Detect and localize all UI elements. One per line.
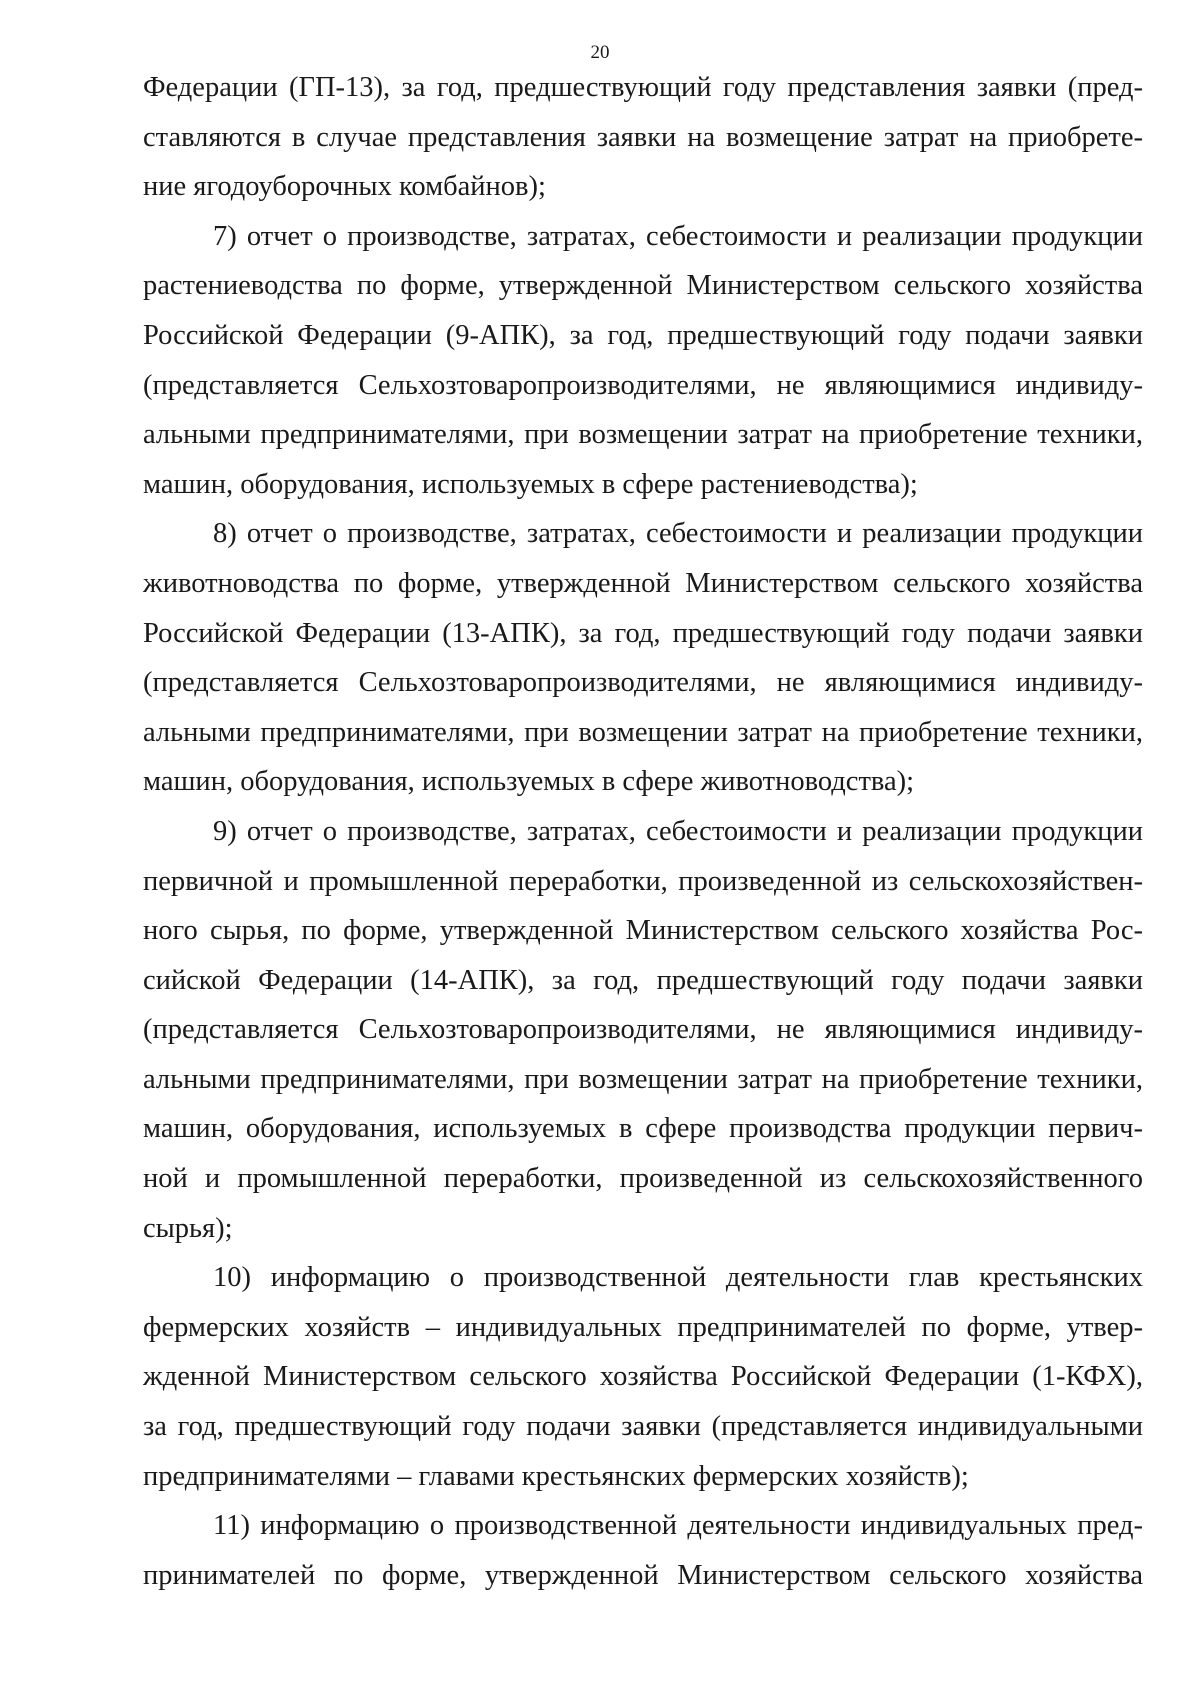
text-line: Российской Федерации (9-АПК), за год, предшествующий году подачи заявки xyxy=(143,319,1143,351)
text-line: жденной Министерством сельского хозяйства Российской Федерации (1-КФХ), xyxy=(143,1361,1143,1393)
paragraph-item-8 xyxy=(143,509,1143,807)
text-line: ние ягодоуборочных комбайнов); xyxy=(143,171,546,203)
text-line: машин, оборудования, используемых в сфере животноводства); xyxy=(143,766,915,798)
paragraph-item-9 xyxy=(143,807,1143,1253)
paragraph-item-11 xyxy=(143,1501,1143,1600)
paragraph-item-10 xyxy=(143,1253,1143,1501)
text-line: 8) отчет о производстве, затратах, себестоимости и реализации продукции xyxy=(213,518,1143,550)
text-line: предпринимателями – главами крестьянских фермерских хозяйств); xyxy=(143,1460,969,1492)
text-line: животноводства по форме, утвержденной Министерством сельского хозяйства xyxy=(143,567,1143,599)
text-line: машин, оборудования, используемых в сфере растениеводства); xyxy=(143,468,918,500)
text-line: 9) отчет о производстве, затратах, себестоимости и реализации продукции xyxy=(213,815,1143,847)
text-line: Российской Федерации (13-АПК), за год, предшествующий году подачи заявки xyxy=(143,617,1143,649)
paragraph-item-7 xyxy=(143,212,1143,510)
text-line: (представляется Сельхозтоваропроизводителями, не являющимися индивиду- xyxy=(143,369,1143,401)
text-line: принимателей по форме, утвержденной Министерством сельского хозяйства xyxy=(143,1559,1143,1591)
paragraph-continuation xyxy=(143,63,1143,212)
text-line: ставляются в случае представления заявки на возмещение затрат на приобрете- xyxy=(143,121,1143,153)
text-line: фермерских хозяйств – индивидуальных предпринимателей по форме, утвер- xyxy=(143,1311,1143,1343)
text-line: 10) информацию о производственной деятельности глав крестьянских xyxy=(213,1262,1143,1294)
text-line: 7) отчет о производстве, затратах, себестоимости и реализации продукции xyxy=(213,220,1143,252)
text-line: растениеводства по форме, утвержденной Министерством сельского хозяйства xyxy=(143,270,1143,302)
text-line: машин, оборудования, используемых в сфере производства продукции первич- xyxy=(143,1113,1143,1145)
text-line: альными предпринимателями, при возмещении затрат на приобретение техники, xyxy=(143,419,1143,451)
text-line: первичной и промышленной переработки, произведенной из сельскохозяйствен- xyxy=(143,865,1143,897)
text-line: альными предпринимателями, при возмещении затрат на приобретение техники, xyxy=(143,1063,1143,1095)
page-number: 20 xyxy=(590,42,610,63)
text-line: альными предпринимателями, при возмещении затрат на приобретение техники, xyxy=(143,716,1143,748)
text-line: сийской Федерации (14-АПК), за год, предшествующий году подачи заявки xyxy=(143,964,1143,996)
text-line: (представляется Сельхозтоваропроизводителями, не являющимися индивиду- xyxy=(143,1014,1143,1046)
text-line: Федерации (ГП-13), за год, предшествующий году представления заявки (пред- xyxy=(143,72,1143,103)
text-line: 11) информацию о производственной деятельности индивидуальных пред- xyxy=(213,1510,1143,1542)
text-line: (представляется Сельхозтоваропроизводителями, не являющимися индивиду- xyxy=(143,667,1143,699)
text-line: сырья); xyxy=(143,1212,233,1244)
document-body xyxy=(143,63,1143,1600)
text-line: ного сырья, по форме, утвержденной Министерством сельского хозяйства Рос- xyxy=(143,915,1143,947)
text-line: ной и промышленной переработки, произведенной из сельскохозяйственного xyxy=(143,1163,1143,1195)
text-line: за год, предшествующий году подачи заявки (представляется индивидуальными xyxy=(143,1411,1143,1443)
